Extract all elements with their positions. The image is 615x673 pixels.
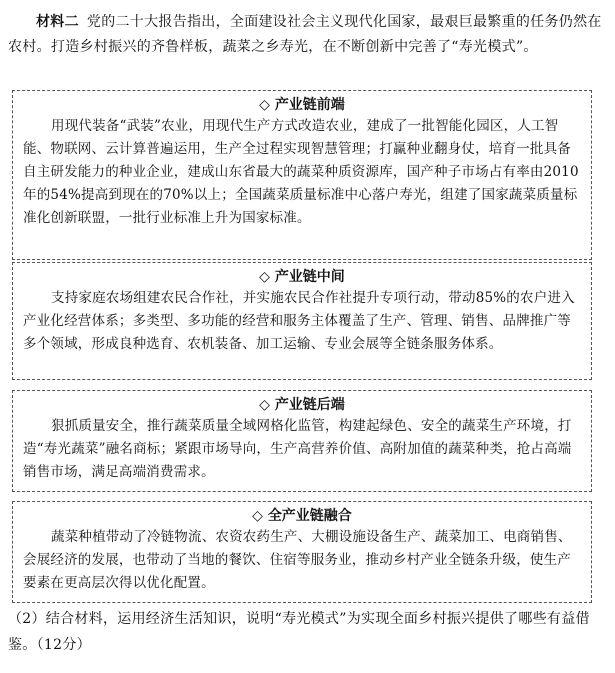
section-title: ◇ 产业链前端 xyxy=(259,97,345,113)
section-integration xyxy=(12,501,592,603)
section-title: ◇ 产业链中间 xyxy=(259,269,345,285)
section-body: 支持家庭农场组建农民合作社，并实施农民合作社提升专项行动，带动85%的农户进入产业化经营体系；多类型、多功能的经营和服务主体覆盖了生产、管理、销售、品牌推广等多个领域，形成良种选育、农机装备、加工运输、专业会展等全链条服务体系。 xyxy=(23,290,575,352)
section-back-end xyxy=(12,390,592,492)
question-text: （2）结合材料，运用经济生活知识，说明“寿光模式”为实现全面乡村振兴提供了哪些有益借鉴。（12分） xyxy=(8,611,590,653)
section-body: 蔬菜种植带动了冷链物流、农资农药生产、大棚设施设备生产、蔬菜加工、电商销售、会展经济的发展，也带动了当地的餐饮、住宿等服务业，推动乡村产业全链条升级，使生产要素在更高层次得以优化配置。 xyxy=(23,529,572,591)
section-body: 狠抓质量安全，推行蔬菜质量全域网格化监管，构建起绿色、安全的蔬菜生产环境，打造“寿光蔬菜”融名商标；紧跟市场导向，生产高营养价值、高附加值的蔬菜种类，抢占高端销售市场，满足高端消费需求。 xyxy=(23,418,572,480)
section-front-end xyxy=(12,90,592,260)
intro-text: 党的二十大报告指出，全面建设社会主义现代化国家，最艰巨最繁重的任务仍然在农村。打造乡村振兴的齐鲁样板，蔬菜之乡寿光，在不断创新中完善了“寿光模式”。 xyxy=(8,14,602,55)
section-body: 用现代装备“武装”农业，用现代生产方式改造农业，建成了一批智能化园区，人工智能、物联网、云计算普遍运用，生产全过程实现智慧管理；打赢种业翻身仗，培育一批具备自主研发能力的种业企业，建成山东省最大的蔬菜种质资源库，国产种子市场占有率由2010年的54%提高到现在的70%以上；全国蔬菜质量标准中心落户寿光，组建了国家蔬菜质量标准化创新联盟，一批行业标准上升为国家标准。 xyxy=(23,118,579,226)
section-title: ◇ 全产业链融合 xyxy=(252,508,352,524)
section-title: ◇ 产业链后端 xyxy=(259,397,345,413)
intro-paragraph xyxy=(8,10,606,60)
section-middle xyxy=(12,262,592,380)
material-label: 材料二 xyxy=(36,14,79,30)
